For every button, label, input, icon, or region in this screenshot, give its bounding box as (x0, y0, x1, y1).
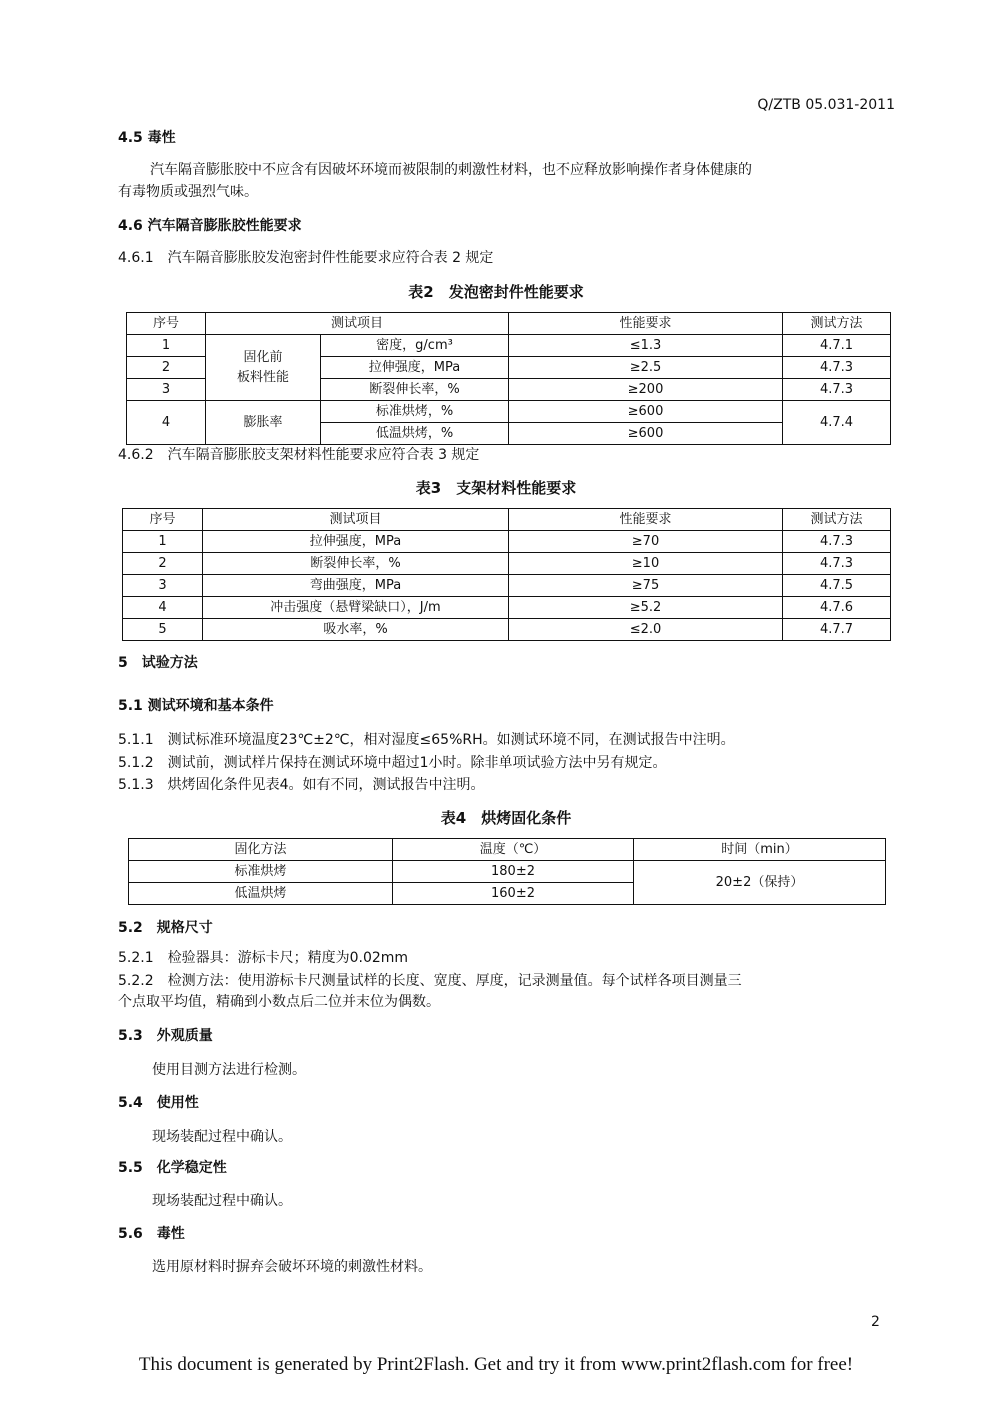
cell: 4.7.3 (783, 531, 891, 553)
cell: 180±2 (393, 861, 634, 883)
paragraph: 使用目测方法进行检测。 (152, 1062, 306, 1078)
table-title: 表4 烘烤固化条件 (440, 809, 572, 827)
section-heading: 5.2 规格尺寸 (118, 920, 213, 936)
section-heading: 5.5 化学稳定性 (118, 1160, 227, 1176)
cell: ≥200 (509, 379, 783, 401)
cell: 1 (127, 335, 206, 357)
section-heading: 5.1 测试环境和基本条件 (118, 698, 274, 714)
cell: ≥70 (509, 531, 783, 553)
table-row (123, 531, 891, 553)
cell: 弯曲强度，MPa (203, 575, 509, 597)
header-cell: 序号 (123, 509, 203, 531)
header-cell: 测试方法 (783, 509, 891, 531)
paragraph: 选用原材料时摒弃会破坏环境的刺激性材料。 (152, 1259, 432, 1275)
section-heading: 5.6 毒性 (118, 1226, 185, 1242)
table-2 (126, 312, 891, 445)
table-row (123, 575, 891, 597)
cell: 4.7.6 (783, 597, 891, 619)
group-cell: 固化前 板料性能 (206, 335, 321, 401)
table-3 (122, 508, 891, 641)
table-row (123, 597, 891, 619)
paragraph: 5.1.2 测试前，测试样片保持在测试环境中超过1小时。除非单项试验方法中另有规定。 (118, 755, 667, 771)
cell: 4.7.7 (783, 619, 891, 641)
cell: ≥600 (509, 401, 783, 423)
section-heading: 5 试验方法 (118, 655, 198, 671)
header-cell: 固化方法 (129, 839, 393, 861)
table-row (127, 401, 891, 423)
paragraph: 个点取平均值，精确到小数点后二位并末位为偶数。 (118, 994, 440, 1010)
table-title: 表3 支架材料性能要求 (415, 479, 577, 497)
cell: 断裂伸长率，% (321, 379, 509, 401)
table-title: 表2 发泡密封件性能要求 (408, 283, 584, 301)
header-cell: 性能要求 (509, 313, 783, 335)
cell: 冲击强度（悬臂梁缺口），J/m (203, 597, 509, 619)
footer-notice: This document is generated by Print2Flash. Get and try it from www.print2flash.com for free! (138, 1354, 854, 1375)
cell: 拉伸强度，MPa (321, 357, 509, 379)
cell: ≥2.5 (509, 357, 783, 379)
header-cell: 测试项目 (206, 313, 509, 335)
paragraph: 汽车隔音膨胀胶中不应含有因破坏环境而被限制的刺激性材料，也不应释放影响操作者身体健康的 (150, 162, 752, 178)
section-heading: 5.4 使用性 (118, 1095, 199, 1111)
cell: ≥75 (509, 575, 783, 597)
cell: ≥5.2 (509, 597, 783, 619)
cell: 5 (123, 619, 203, 641)
table-row (123, 553, 891, 575)
cell: 2 (127, 357, 206, 379)
header-cell: 时间（min） (634, 839, 886, 861)
paragraph: 现场装配过程中确认。 (152, 1193, 292, 1209)
cell: 低温烘烤，% (321, 423, 509, 445)
header-cell: 温度（℃） (393, 839, 634, 861)
paragraph: 5.2.2 检测方法：使用游标卡尺测量试样的长度、宽度、厚度，记录测量值。每个试样各项目测量三 (118, 973, 742, 989)
cell: 2 (123, 553, 203, 575)
table-row (127, 335, 891, 357)
header-cell: 测试方法 (783, 313, 891, 335)
paragraph: 5.2.1 检验器具：游标卡尺；精度为0.02mm (118, 950, 409, 966)
table-row (123, 619, 891, 641)
header-cell: 测试项目 (203, 509, 509, 531)
header-cell: 序号 (127, 313, 206, 335)
table-header-row (123, 509, 891, 531)
header-cell: 性能要求 (509, 509, 783, 531)
cell: 断裂伸长率，% (203, 553, 509, 575)
section-heading: 5.3 外观质量 (118, 1028, 213, 1044)
cell: 4 (127, 401, 206, 445)
cell: 拉伸强度，MPa (203, 531, 509, 553)
paragraph: 现场装配过程中确认。 (152, 1129, 292, 1145)
cell: 低温烘烤 (129, 883, 393, 905)
cell: 标准烘烤 (129, 861, 393, 883)
cell: 吸水率，% (203, 619, 509, 641)
section-heading: 4.6 汽车隔音膨胀胶性能要求 (118, 218, 302, 234)
cell: 4.7.3 (783, 357, 891, 379)
cell: 160±2 (393, 883, 634, 905)
paragraph: 4.6.1 汽车隔音膨胀胶发泡密封件性能要求应符合表 2 规定 (118, 250, 494, 266)
page-number: 2 (871, 1314, 880, 1330)
cell: ≤1.3 (509, 335, 783, 357)
cell: 3 (123, 575, 203, 597)
group-cell: 膨胀率 (206, 401, 321, 445)
table-header-row (129, 839, 886, 861)
table-4 (128, 838, 886, 905)
cell: 4.7.3 (783, 553, 891, 575)
section-heading: 4.5 毒性 (118, 130, 176, 146)
cell: 4 (123, 597, 203, 619)
cell: ≥10 (509, 553, 783, 575)
cell: 4.7.3 (783, 379, 891, 401)
cell: ≥600 (509, 423, 783, 445)
paragraph: 4.6.2 汽车隔音膨胀胶支架材料性能要求应符合表 3 规定 (118, 447, 480, 463)
cell: ≤2.0 (509, 619, 783, 641)
paragraph: 有毒物质或强烈气味。 (118, 184, 258, 200)
cell: 20±2（保持） (634, 861, 886, 905)
cell: 4.7.5 (783, 575, 891, 597)
table-row (129, 861, 886, 883)
doc-code: Q/ZTB 05.031-2011 (757, 97, 895, 113)
cell: 标准烘烤，% (321, 401, 509, 423)
cell: 4.7.1 (783, 335, 891, 357)
table-header-row (127, 313, 891, 335)
cell: 密度，g/cm³ (321, 335, 509, 357)
cell: 4.7.4 (783, 401, 891, 445)
cell: 1 (123, 531, 203, 553)
paragraph: 5.1.1 测试标准环境温度23℃±2℃，相对湿度≤65%RH。如测试环境不同，在测试报告中注明。 (118, 732, 735, 748)
cell: 3 (127, 379, 206, 401)
paragraph: 5.1.3 烘烤固化条件见表4。如有不同，测试报告中注明。 (118, 777, 485, 793)
